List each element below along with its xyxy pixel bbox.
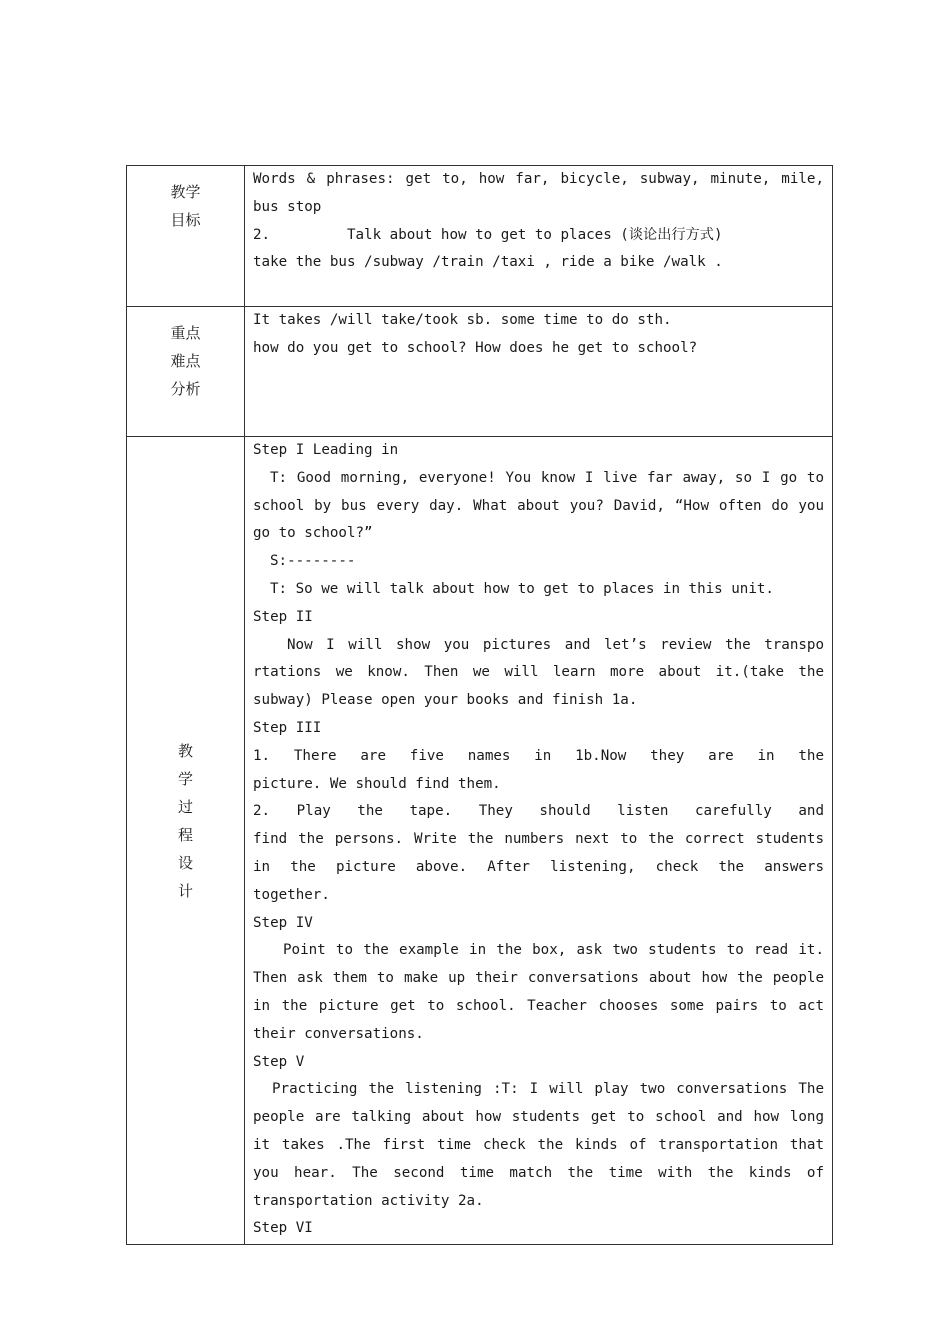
content-line: transportation activity 2a. — [253, 1192, 484, 1209]
content-line: subway) Please open your books and finish 1a. — [253, 692, 638, 709]
content-line: Words & phrases: get to, how far, bicycle, subway, minute, mile, — [253, 171, 824, 187]
step-heading: Step III — [253, 719, 322, 736]
content-line: Now I will show you pictures and let’s review the transpo — [287, 636, 824, 653]
content-line: S:-------- — [270, 553, 356, 570]
step-heading: Step V — [253, 1053, 305, 1070]
label-line: 难点 — [170, 352, 201, 370]
label-line: 设 — [177, 853, 193, 872]
content-line: how do you get to school? How does he get to school? — [253, 339, 698, 356]
table-row — [127, 307, 833, 437]
label-line: 程 — [177, 825, 193, 844]
content-line: find the persons. Write the numbers next to the correct students — [253, 831, 824, 848]
content-line: in the picture above. After listening, check the answers — [253, 858, 824, 875]
row-content-objectives — [245, 166, 833, 307]
step-heading: Step VI — [253, 1220, 313, 1237]
content-line: people are talking about how students get to school and how long — [253, 1109, 824, 1126]
label-line: 目标 — [170, 211, 201, 229]
content-line: Then ask them to make up their conversations about how the people — [253, 970, 824, 987]
step-heading: Step IV — [253, 914, 313, 931]
row-label-process — [127, 437, 245, 1245]
content-line: you hear. The second time match the time with the kinds of — [253, 1164, 824, 1181]
content-line: bus stop — [253, 198, 322, 215]
content-line: together. — [253, 886, 330, 903]
content-line: Point to the example in the box, ask two students to read it. — [283, 942, 824, 959]
table-row — [127, 437, 833, 1245]
content-line: Practicing the listening :T: I will play two conversations The — [272, 1081, 824, 1098]
content-line: T: So we will talk about how to get to places in this unit. — [270, 580, 774, 597]
content-line: 2. Play the tape. They should listen carefully and — [253, 803, 824, 820]
content-line: school by bus every day. What about you? David, “How often do you — [253, 497, 824, 514]
content-line: 1. There are five names in 1b.Now they are in the — [253, 747, 824, 764]
content-line: 2. Talk about how to get to places (谈论出行方式) — [253, 226, 723, 243]
label-line: 教学 — [170, 183, 201, 201]
step-heading: Step II — [253, 608, 313, 625]
row-content-key-points — [245, 307, 833, 437]
label-line: 教 — [177, 741, 193, 760]
content-line: in the picture get to school. Teacher chooses some pairs to act — [253, 997, 824, 1014]
content-line: go to school?” — [253, 525, 373, 542]
label-line: 重点 — [170, 324, 201, 342]
row-content-process — [245, 437, 833, 1245]
label-line: 分析 — [170, 380, 201, 398]
step-heading: Step I Leading in — [253, 442, 399, 458]
label-line: 学 — [177, 769, 193, 788]
label-line: 过 — [177, 797, 193, 816]
content-line: It takes /will take/took sb. some time to do sth. — [253, 312, 672, 328]
content-line: their conversations. — [253, 1025, 424, 1042]
content-line: it takes .The first time check the kinds of transportation that — [253, 1136, 824, 1153]
content-line: picture. We should find them. — [253, 775, 501, 792]
content-line: T: Good morning, everyone! You know I live far away, so I go to — [270, 469, 824, 486]
row-label-key-points — [127, 307, 245, 437]
table-row — [127, 166, 833, 307]
label-line: 计 — [177, 881, 193, 900]
content-line: take the bus /subway /train /taxi , ride a bike /walk . — [253, 254, 723, 271]
lesson-plan-table — [126, 165, 833, 1245]
row-label-objectives — [127, 166, 245, 307]
content-line: rtations we know. Then we will learn more about it.(take the — [253, 664, 824, 681]
